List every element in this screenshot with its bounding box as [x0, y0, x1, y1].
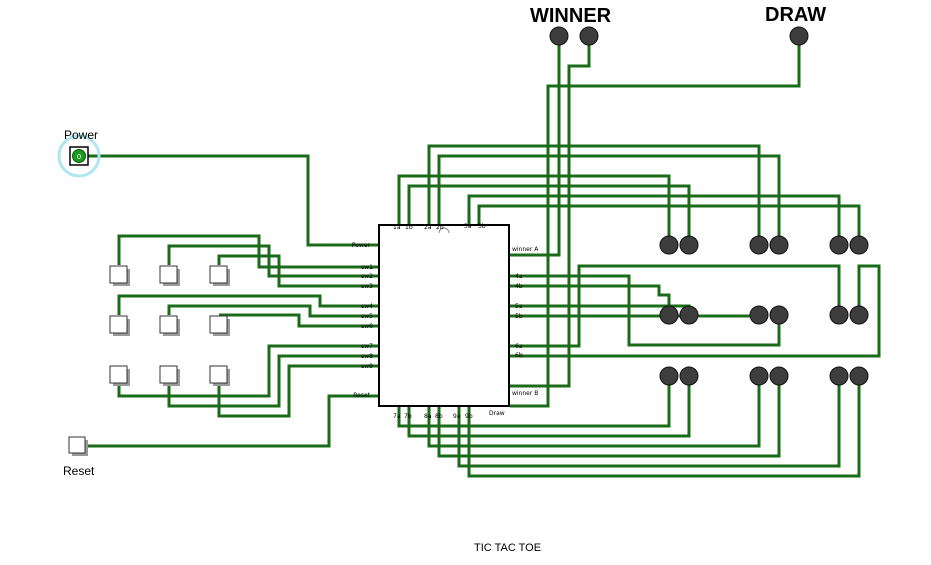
- chip-pin-8b: 8b: [435, 413, 443, 420]
- switch-6[interactable]: [210, 316, 230, 336]
- chip-pin-sw4: sw4: [361, 303, 373, 310]
- chip-pin-6b: 6b: [515, 352, 523, 359]
- chip-pin-8a: 8a: [424, 413, 432, 420]
- chip-pin-7a: 7a: [393, 413, 401, 420]
- chip-pin-winner-a: winner A: [512, 246, 539, 253]
- chip-pin-sw2: sw2: [361, 273, 373, 280]
- board-led-4b: [680, 306, 698, 324]
- chip-pin-5a: 5a: [515, 303, 523, 310]
- switch-grid: [110, 266, 230, 386]
- chip-pin-sw7: sw7: [361, 343, 373, 350]
- chip-pin-sw6: sw6: [361, 323, 373, 330]
- chip-pin-2a: 2a: [424, 224, 432, 231]
- board-led-4a: [660, 306, 678, 324]
- switch-4[interactable]: [110, 316, 130, 336]
- reset-button[interactable]: [69, 437, 88, 456]
- chip-pin-6a: 6a: [515, 343, 523, 350]
- logic-chip: [352, 223, 539, 420]
- power-toggle-value: 0: [76, 153, 82, 161]
- board-led-1b: [680, 236, 698, 254]
- board-led-6b: [850, 306, 868, 324]
- circuit-title: TIC TAC TOE: [474, 542, 542, 554]
- board-led-2a: [750, 236, 768, 254]
- chip-pin-2b: 2b: [436, 224, 444, 231]
- winner-led-a: [550, 27, 568, 45]
- reset-label: Reset: [63, 464, 95, 478]
- chip-pin-3b: 3b: [478, 223, 486, 230]
- switch-2[interactable]: [160, 266, 180, 286]
- chip-pin-winner-b: winner B: [512, 390, 539, 397]
- switch-3[interactable]: [210, 266, 230, 286]
- chip-pin-sw9: sw9: [361, 363, 373, 370]
- chip-pin-1a: 1a: [393, 224, 401, 231]
- switch-1[interactable]: [110, 266, 130, 286]
- winner-led-pair: [550, 27, 598, 45]
- chip-pin-draw: Draw: [489, 410, 505, 417]
- board-led-3a: [830, 236, 848, 254]
- switch-7[interactable]: [110, 366, 130, 386]
- board-led-5b: [770, 306, 788, 324]
- board-led-7a: [660, 367, 678, 385]
- board-led-7b: [680, 367, 698, 385]
- chip-pin-7b: 7b: [404, 413, 412, 420]
- board-led-3b: [850, 236, 868, 254]
- board-led-5a: [750, 306, 768, 324]
- draw-led: [790, 27, 808, 45]
- board-led-9b: [850, 367, 868, 385]
- chip-pin-9a: 9a: [453, 413, 461, 420]
- draw-label: DRAW: [765, 4, 827, 26]
- chip-pin-3a: 3a: [464, 223, 472, 230]
- board-led-2b: [770, 236, 788, 254]
- chip-pin-4b: 4b: [515, 283, 523, 290]
- chip-pin-sw8: sw8: [361, 353, 373, 360]
- board-led-9a: [830, 367, 848, 385]
- switch-8[interactable]: [160, 366, 180, 386]
- winner-label: WINNER: [530, 5, 612, 27]
- chip-pin-9b: 9b: [465, 413, 473, 420]
- chip-pin-sw3: sw3: [361, 283, 373, 290]
- chip-pin-reset: Reset: [353, 392, 370, 399]
- chip-pin-sw5: sw5: [361, 313, 373, 320]
- board-led-1a: [660, 236, 678, 254]
- switch-9[interactable]: [210, 366, 230, 386]
- chip-pin-4a: 4a: [515, 273, 523, 280]
- board-led-8a: [750, 367, 768, 385]
- winner-led-b: [580, 27, 598, 45]
- switch-5[interactable]: [160, 316, 180, 336]
- board-led-6a: [830, 306, 848, 324]
- chip-pin-5b: 5b: [515, 313, 523, 320]
- power-label: Power: [64, 128, 99, 142]
- chip-pin-power: Power: [351, 242, 370, 249]
- chip-pin-1b: 1b: [405, 224, 413, 231]
- board-led-grid: [660, 236, 868, 385]
- chip-pin-sw1: sw1: [361, 264, 373, 271]
- board-led-8b: [770, 367, 788, 385]
